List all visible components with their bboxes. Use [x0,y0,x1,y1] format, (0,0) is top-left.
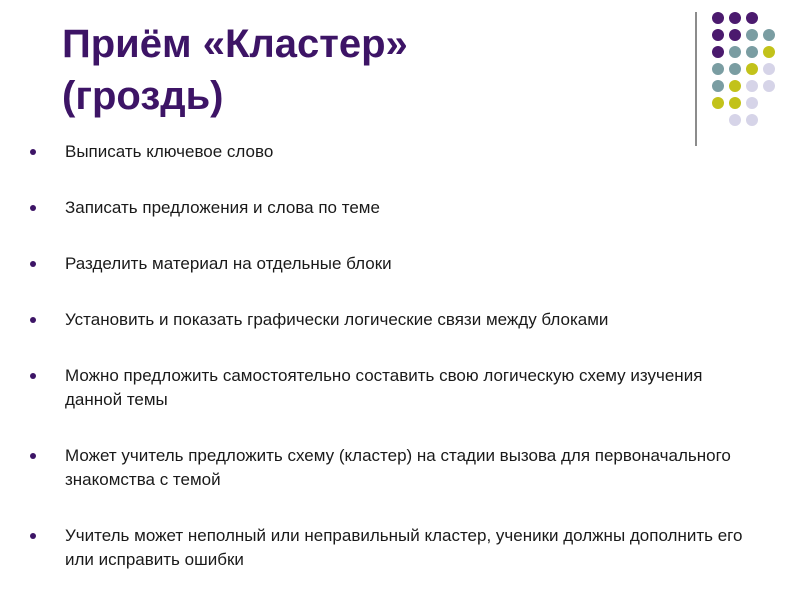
bullet-dot-icon [30,533,36,539]
decorative-dot [746,12,758,24]
decorative-dot [729,114,741,126]
bullet-dot-icon [30,205,36,211]
decorative-dot [746,114,758,126]
decorative-dot [729,29,741,41]
bullet-dot-icon [30,149,36,155]
bullet-dot-icon [30,317,36,323]
decorative-dot [729,63,741,75]
decorative-dot [712,97,724,109]
decorative-dot [712,63,724,75]
decorative-dot [746,63,758,75]
bullet-text: Разделить материал на отдельные блоки [65,254,392,273]
slide-title-line-2: (гроздь) [62,74,224,118]
decorative-dot [763,46,775,58]
decorative-dot [763,29,775,41]
bullet-dot-icon [30,373,36,379]
decorative-divider-line [695,12,697,146]
decorative-dot [729,12,741,24]
slide-title-line-1: Приём «Кластер» [62,22,408,66]
decorative-dot [746,97,758,109]
bullet-text: Выписать ключевое слово [65,142,274,161]
decorative-dot [712,12,724,24]
decorative-dot [746,29,758,41]
decorative-dot [729,97,741,109]
decorative-dot [712,80,724,92]
decorative-dot [729,80,741,92]
decorative-dot [746,46,758,58]
bullet-dot-icon [30,453,36,459]
slide-title [62,18,662,122]
decorative-dot [763,63,775,75]
decorative-dot [746,80,758,92]
bullet-text: Установить и показать графически логические связи между блоками [65,310,609,329]
decorative-dot [712,46,724,58]
bullet-text: Записать предложения и слова по теме [65,198,380,217]
bullet-text: Может учитель предложить схему (кластер) на стадии вызова для первоначального знакомства с темой [65,446,731,489]
decorative-dot [712,29,724,41]
decorative-dot [763,80,775,92]
bullet-text: Учитель может неполный или неправильный кластер, ученики должны дополнить его или исправить ошибки [65,526,743,569]
bullet-dot-icon [30,261,36,267]
decorative-dot [729,46,741,58]
bullet-text: Можно предложить самостоятельно составить свою логическую схему изучения данной темы [65,366,703,409]
